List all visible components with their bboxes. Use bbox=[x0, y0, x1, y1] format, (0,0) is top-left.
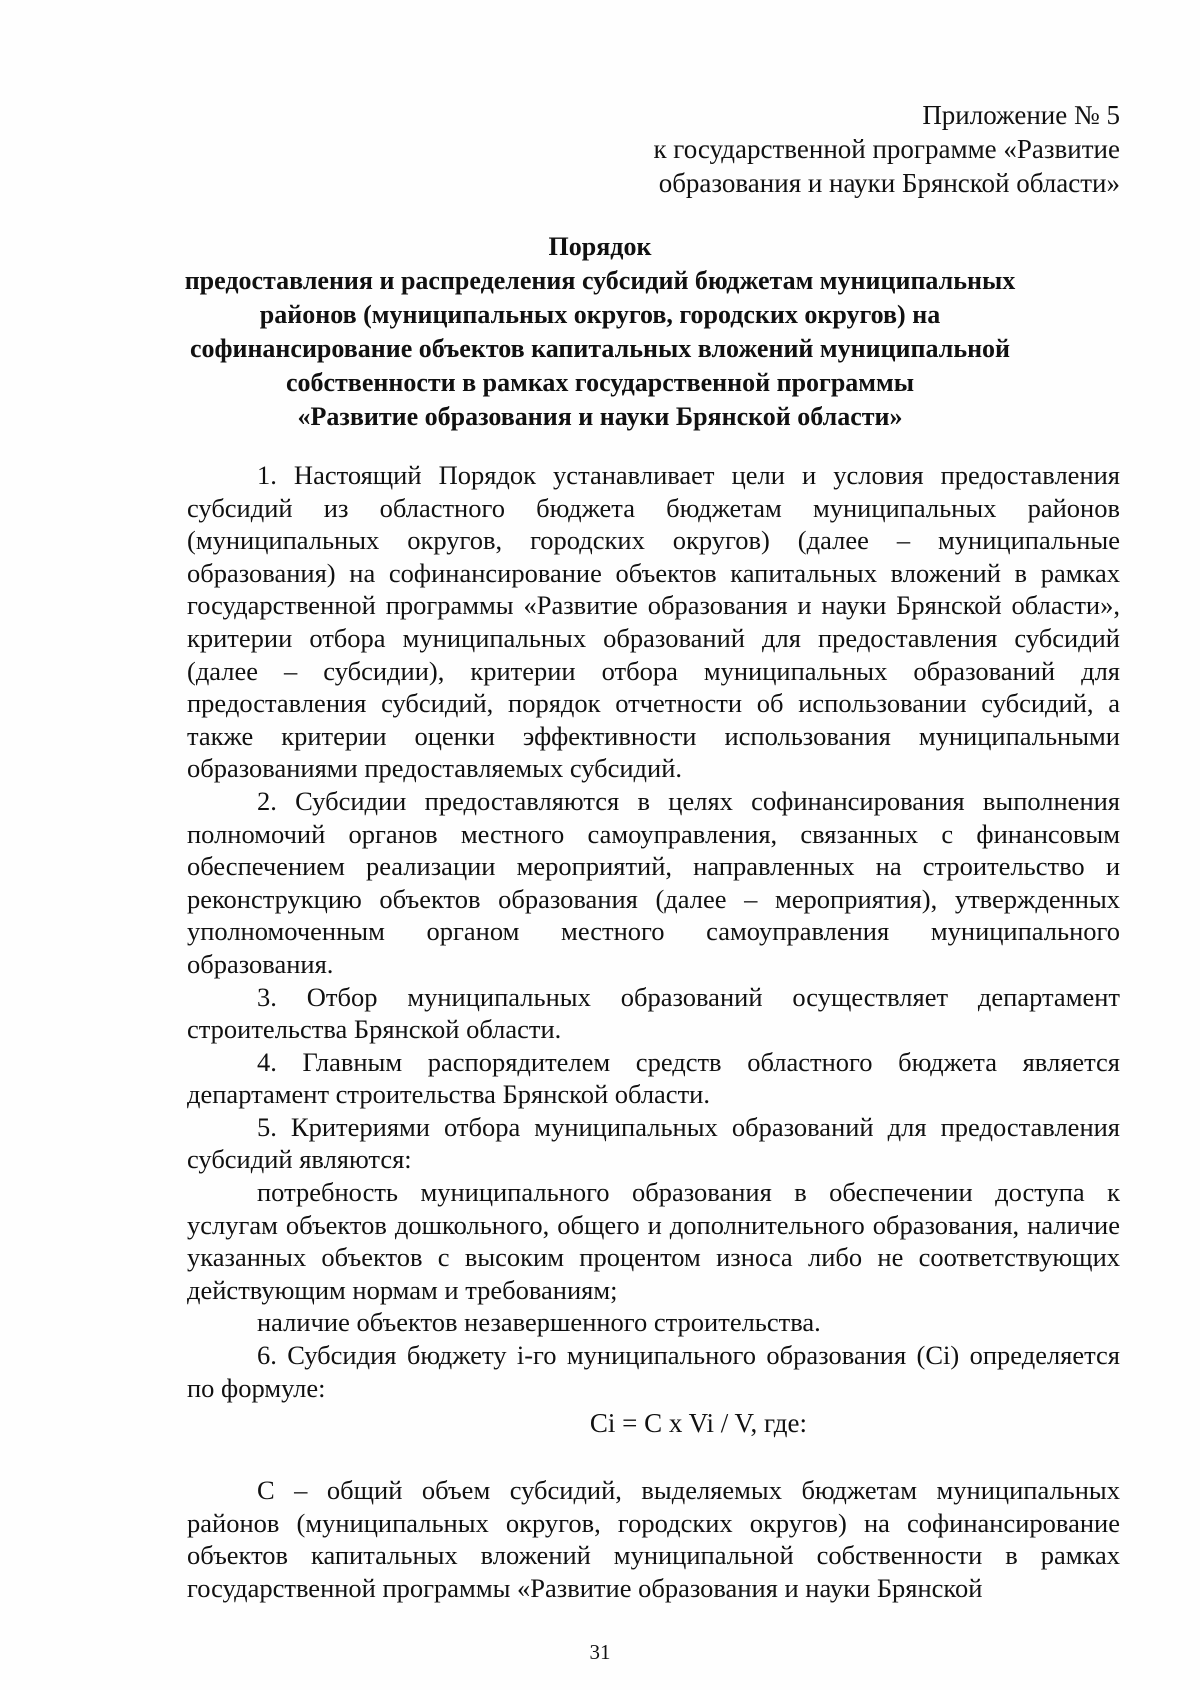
paragraph-3: 3. Отбор муниципальных образований осуществляет департамент строительства Брянской области. bbox=[187, 981, 1120, 1045]
title-line-3: районов (муниципальных округов, городских округов) на bbox=[259, 300, 941, 329]
title-line-5: собственности в рамках государственной программы bbox=[285, 368, 915, 397]
title-line-1: Порядок bbox=[548, 232, 652, 261]
paragraph-5: 5. Критериями отбора муниципальных образований для предоставления субсидий являются: bbox=[187, 1111, 1120, 1175]
paragraph-6: потребность муниципального образования в обеспечении доступа к услугам объектов дошкольного, общего и дополнительного образования, наличие указанных объектов с высоким процентом износа либо не соответствующих действующим нормам и требованиям; bbox=[187, 1177, 1120, 1305]
document-title bbox=[150, 230, 1050, 434]
page-number: 31 bbox=[589, 1640, 611, 1664]
formula-spacer bbox=[187, 1440, 1120, 1474]
appendix-line-1: Приложение № 5 bbox=[922, 100, 1120, 130]
paragraph-8: 6. Субсидия бюджету i-го муниципального образования (Ci) определяется по формуле: bbox=[187, 1340, 1120, 1403]
paragraph-2: 2. Субсидии предоставляются в целях софинансирования выполнения полномочий органов местного самоуправления, связанных с финансовым обеспечением реализации мероприятий, направленных на строительство и реконструкцию объектов образования (далее – мероприятия), утвержденных уполномоченным органом местного самоуправления муниципального образования. bbox=[187, 785, 1120, 979]
appendix-line-3: образования и науки Брянской области» bbox=[658, 168, 1120, 198]
paragraph-7: наличие объектов незавершенного строительства. bbox=[257, 1307, 821, 1338]
title-line-2: предоставления и распределения субсидий бюджетам муниципальных bbox=[184, 266, 1016, 295]
title-line-4: софинансирование объектов капитальных вложений муниципальной bbox=[189, 334, 1011, 363]
paragraph-1: 1. Настоящий Порядок устанавливает цели и условия предоставления субсидий из областного бюджета бюджетам муниципальных районов (муниципальных округов, городских округов) (далее – муниципальные образования) на софинансирование объектов капитальных вложений в рамках государственной программы «Развитие образования и науки Брянской области», критерии отбора муниципальных образований для предоставления субсидий (далее – субсидии), критерии отбора муниципальных образований для предоставления субсидий, порядок отчетности об использовании субсидий, а также критерии оценки эффективности использования муниципальными образованиями предоставляемых субсидий. bbox=[187, 460, 1120, 784]
subsidy-formula: Ci = C x Vi / V, где: bbox=[589, 1408, 807, 1439]
appendix-line-2: к государственной программе «Развитие bbox=[653, 134, 1120, 164]
paragraph-4: 4. Главным распорядителем средств областного бюджета является департамент строительства Брянской области. bbox=[187, 1046, 1120, 1110]
document-body bbox=[187, 459, 1120, 1605]
title-line-6: «Развитие образования и науки Брянской области» bbox=[297, 402, 903, 431]
appendix-header bbox=[630, 98, 1120, 200]
paragraph-9: С – общий объем субсидий, выделяемых бюджетам муниципальных районов (муниципальных округов, городских округов) на софинансирование объектов капитальных вложений муниципальной собственности в рамках государственной программы «Развитие образования и науки Брянской bbox=[187, 1475, 1120, 1603]
